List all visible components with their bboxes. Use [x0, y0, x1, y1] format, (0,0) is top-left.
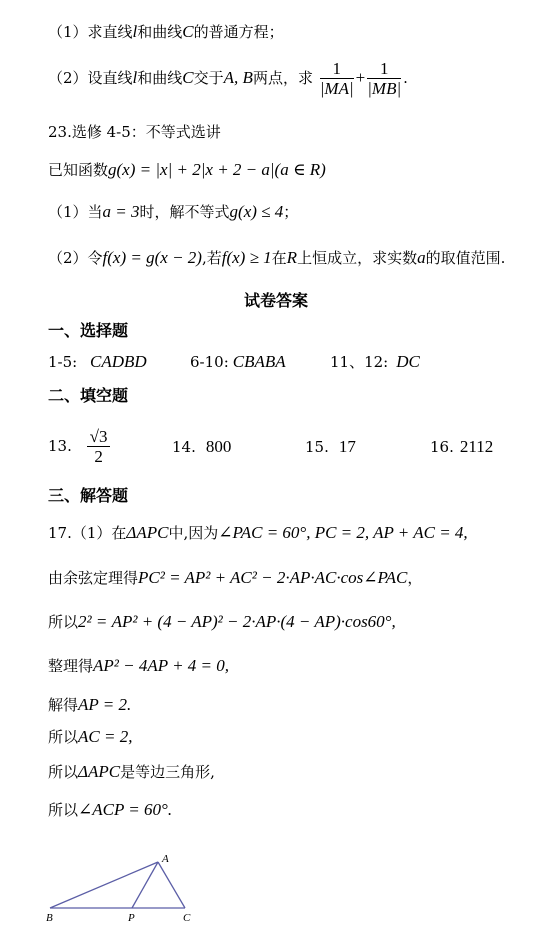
q22-part2-mid3: 两点，求	[252, 69, 313, 87]
segment-BA	[50, 862, 158, 908]
solution-line-5: 解得AP = 2.	[48, 695, 132, 714]
var-C: C	[182, 68, 194, 87]
fill-answers: 13. $\frac{√3}{2}$	[48, 426, 112, 467]
choice-answers: 1-5: CADBD	[48, 352, 147, 371]
q22-part1-mid: 和曲线	[137, 23, 183, 41]
label-A: A	[162, 853, 169, 865]
solution-line-4: 整理得AP² − 4AP + 4 = 0,	[48, 656, 230, 675]
fraction-sqrt3-over-2: $\frac{√3}{2}$	[87, 428, 111, 467]
solution-line-7: 所以ΔAPC是等边三角形,	[48, 762, 215, 781]
segment-AC	[158, 862, 185, 908]
q22-part1-suffix: 的普通方程；	[193, 23, 284, 41]
section1-heading: 一、选择题	[48, 321, 129, 340]
solution-line-1: 17.（1）在ΔAPC中,因为∠PAC = 60°, PC = 2, AP + AC = 4,	[48, 523, 468, 542]
q22-part1	[48, 22, 284, 42]
var-l: l	[132, 22, 138, 41]
section3-heading: 三、解答题	[48, 486, 129, 505]
triangle-figure	[40, 848, 210, 928]
q23-part1: （1）当a = 3时，解不等式g(x) ≤ 4；	[48, 202, 299, 221]
segment-AP	[132, 862, 158, 908]
q22-part1-prefix: （1）求直线	[48, 23, 133, 41]
points-AB: A, B	[223, 68, 253, 87]
label-B: B	[46, 912, 53, 924]
function-g: g(x) = |x| + 2|x + 2 − a|(a ∈ R)	[108, 160, 326, 179]
label-C: C	[183, 912, 191, 924]
solution-line-6: 所以AC = 2,	[48, 727, 133, 746]
q23-given: 已知函数g(x) = |x| + 2|x + 2 − a|(a ∈ R)	[48, 160, 326, 179]
var-l: l	[132, 68, 138, 87]
solution-line-2: 由余弦定理得PC² = AP² + AC² − 2·AP·AC·cos∠PAC，	[48, 568, 423, 587]
q22-part2-mid: 和曲线	[137, 69, 183, 87]
section2-heading: 二、填空题	[48, 386, 129, 405]
label-P: P	[128, 912, 135, 924]
var-C: C	[182, 22, 194, 41]
solution-line-3: 所以2² = AP² + (4 − AP)² − 2·AP·(4 − AP)·cos60°,	[48, 612, 396, 631]
document-page: （1）求直线l和曲线C的普通方程； （2）设直线l和曲线C交于A, B两点，求 $\frac{1}{|MA|}$ + $\frac{1}{|MB|}$ . 23.选修 4-5：不等式选讲 已知函数g(x) = |x| + 2|x + 2 − a|(a ∈ R) （1）当a = 3时，解不等式g(x) ≤ 4； （2）令f(x) = g(x − 2),若f(x) ≥ 1在R上恒成立，求实数a的取值范围. 试卷答案 一、选择题 1-5: CADBD 6-10: CBABA 11、12: DC 二、填空题 13. $\frac{√3}{2}$ 14. 800 15. 17 16. 2112 三、解答题 17.（1）在ΔAPC中,因为∠PAC = 60°, PC = 2, AP + AC = 4, 由余弦定理得PC² = AP² + AC² − 2·AP·AC·cos∠PAC， 所以2² = AP² + (4 − AP)² − 2·AP·(4 − AP)·cos60°, 整理得AP² − 4AP + 4 = 0, 解得AP = 2. 所以AC = 2, 所以ΔAPC是等边三角形, 所以∠ACP = 60°. A B P C	[0, 0, 552, 939]
fraction-1-over-MB: $\frac{1}{|MB|}$	[367, 58, 402, 98]
fraction-1-over-MA: $\frac{1}{|MA|}$	[319, 58, 354, 98]
q23-header: 23.选修 4-5：不等式选讲	[48, 123, 221, 141]
q23-part2: （2）令f(x) = g(x − 2),若f(x) ≥ 1在R上恒成立，求实数a的取值范围.	[48, 248, 506, 267]
solution-line-8: 所以∠ACP = 60°.	[48, 800, 173, 819]
q22-part2: （2）设直线l和曲线C交于A, B两点，求 $\frac{1}{|MA|}$ + $\frac{1}{|MB|}$ .	[48, 58, 408, 98]
plus-sign: +	[355, 68, 366, 87]
q22-part2-prefix: （2）设直线	[48, 69, 133, 87]
answers-title: 试卷答案	[243, 291, 308, 310]
q22-part2-mid2: 交于	[193, 69, 224, 87]
